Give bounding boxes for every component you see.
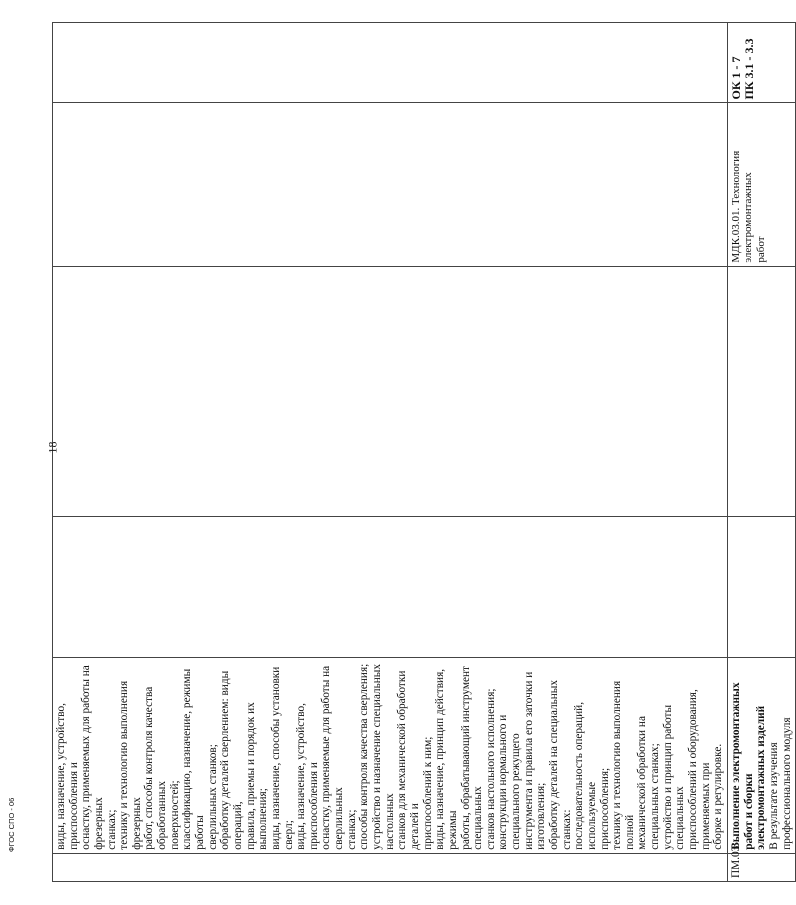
code-cell [53, 853, 728, 881]
knowledge-line: оснастку, применяемые для работы на сверлильных [320, 665, 346, 850]
pm-result-line: В результате изучения профессионального модуля [767, 717, 793, 850]
pm-code: ПМ.03 [729, 845, 742, 878]
knowledge-line: приспособления; [598, 767, 611, 850]
knowledge-line: станков настольного исполнения; [484, 688, 497, 850]
curriculum-table [52, 22, 796, 882]
table-row-continuation [53, 23, 728, 882]
knowledge-line: работы, обрабатывающий инструмент специальных [459, 666, 485, 850]
knowledge-line: станках; [345, 809, 358, 850]
knowledge-line: виды, назначение, устройство, приспособления и [295, 703, 320, 850]
knowledge-line: приспособлений и оборудования, применяемых при [687, 689, 712, 850]
knowledge-line: виды, назначение, устройство, приспособления и [55, 703, 80, 850]
page-number: 18 [45, 441, 60, 454]
competences-cell [727, 23, 795, 104]
knowledge-line: способы контроля качества сверления; [358, 663, 371, 850]
knowledge-line: поверхностей; [168, 780, 181, 850]
footer-code: ФГОС СПО - 06 [7, 797, 16, 852]
knowledge-line: виды, назначение, принцип действия, режимы [434, 668, 459, 850]
pm-title-line: электромонтажных изделий [755, 705, 768, 850]
empty-cell [727, 266, 795, 516]
knowledge-line: сборке и регулировке. [712, 743, 725, 850]
knowledge-line: инструмента и правила его заточки и изготовления; [522, 671, 548, 850]
mdk-line: работ [754, 236, 767, 263]
knowledge-line: оснастку, применяемых для работы на фрезерных [80, 665, 105, 850]
mdk-cell [727, 103, 795, 266]
mdk-cell [53, 103, 728, 266]
knowledge-line: последовательность операций, используемые [573, 701, 598, 850]
pm-title-cell [727, 658, 795, 854]
knowledge-line: правила, приемы и порядок их выполнения; [244, 702, 270, 850]
knowledge-line: устройство и назначение специальных настольных [371, 663, 396, 850]
knowledge-line: обработку деталей сверлением: виды операций, [219, 670, 244, 850]
knowledge-list-cell [53, 658, 728, 854]
pm-code-cell [727, 845, 795, 881]
mdk-line: электромонтажных [742, 172, 755, 263]
table-row-pm03 [727, 23, 795, 882]
knowledge-line: станках; [105, 809, 118, 850]
knowledge-line: классификацию, назначение, режимы работы [181, 668, 207, 850]
mdk-line: МДК.03.01. Технология [729, 150, 742, 263]
pm-title-line: Выполнение электромонтажных работ и сборки [729, 682, 755, 850]
empty-cell [53, 516, 728, 657]
knowledge-line: технику и технологию выполнения полной [611, 680, 636, 850]
knowledge-line: станков для механической обработки деталей и [396, 670, 421, 850]
competence-line: ПК 3.1 - 3.3 [742, 38, 757, 100]
empty-cell [53, 266, 728, 516]
empty-cell [727, 516, 795, 657]
knowledge-line: обработку деталей на специальных станках: [547, 679, 573, 850]
document-page [52, 22, 793, 882]
knowledge-line: работ, способы контроля качества обработанных [143, 686, 169, 850]
knowledge-line: приспособлений к ним; [421, 736, 434, 850]
knowledge-line: механической обработки на специальных станках; [636, 716, 662, 850]
knowledge-line: технику и технологию выполнения фрезерных [118, 680, 143, 850]
knowledge-line: устройство и принцип работы специальных [661, 704, 687, 850]
competences-cell [53, 23, 728, 104]
knowledge-line: конструкции нормального и специального режущего [497, 714, 523, 850]
knowledge-line: виды, назначение, способы установки сверл; [269, 666, 295, 850]
knowledge-line: сверлильных станков; [206, 744, 219, 850]
competence-line: ОК 1 - 7 [728, 56, 743, 100]
